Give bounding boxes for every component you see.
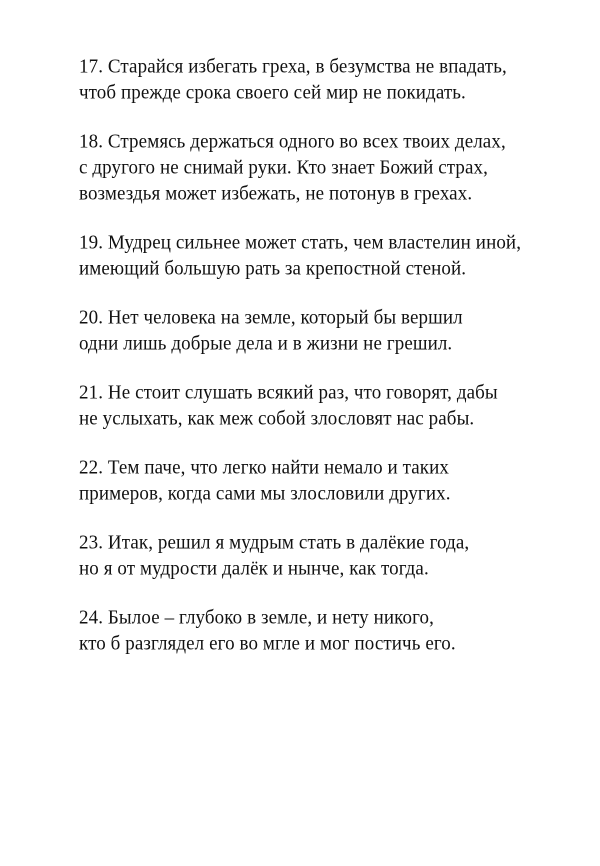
stanza-20 [79, 305, 579, 357]
verse-line: имеющий большую рать за крепостной стеной. [79, 258, 467, 280]
stanza-23 [79, 530, 579, 582]
stanza-22 [79, 455, 579, 507]
stanza-18 [79, 129, 579, 207]
stanza-21 [79, 380, 579, 432]
verse-line: примеров, когда сами мы злословили других. [79, 483, 451, 505]
verse-line: чтоб прежде срока своего сей мир не покидать. [79, 82, 466, 104]
stanza-24 [79, 605, 579, 657]
verse-line: не услыхать, как меж собой злословят нас рабы. [79, 408, 475, 430]
verse-line: с другого не снимай руки. Кто знает Божий страх, [79, 157, 488, 179]
verse-line: но я от мудрости далёк и нынче, как тогда. [79, 558, 429, 580]
verse-line: 19. Мудрец сильнее может стать, чем властелин иной, [79, 232, 522, 254]
verse-line: одни лишь добрые дела и в жизни не грешил. [79, 333, 453, 355]
verse-line: 18. Стремясь держаться одного во всех твоих делах, [79, 131, 506, 153]
verse-line: 24. Былое – глубоко в земле, и нету никого, [79, 607, 434, 629]
verse-line: 22. Тем паче, что легко найти немало и таких [79, 457, 450, 479]
stanza-19 [79, 230, 579, 282]
poem-page [79, 54, 579, 680]
verse-line: 21. Не стоит слушать всякий раз, что говорят, дабы [79, 382, 498, 404]
verse-line: 17. Старайся избегать греха, в безумства не впадать, [79, 56, 507, 78]
stanza-17 [79, 54, 579, 106]
verse-line: возмездья может избежать, не потонув в грехах. [79, 183, 473, 205]
verse-line: 20. Нет человека на земле, который бы вершил [79, 307, 463, 329]
verse-line: 23. Итак, решил я мудрым стать в далёкие года, [79, 532, 470, 554]
verse-line: кто б разглядел его во мгле и мог постичь его. [79, 633, 456, 655]
